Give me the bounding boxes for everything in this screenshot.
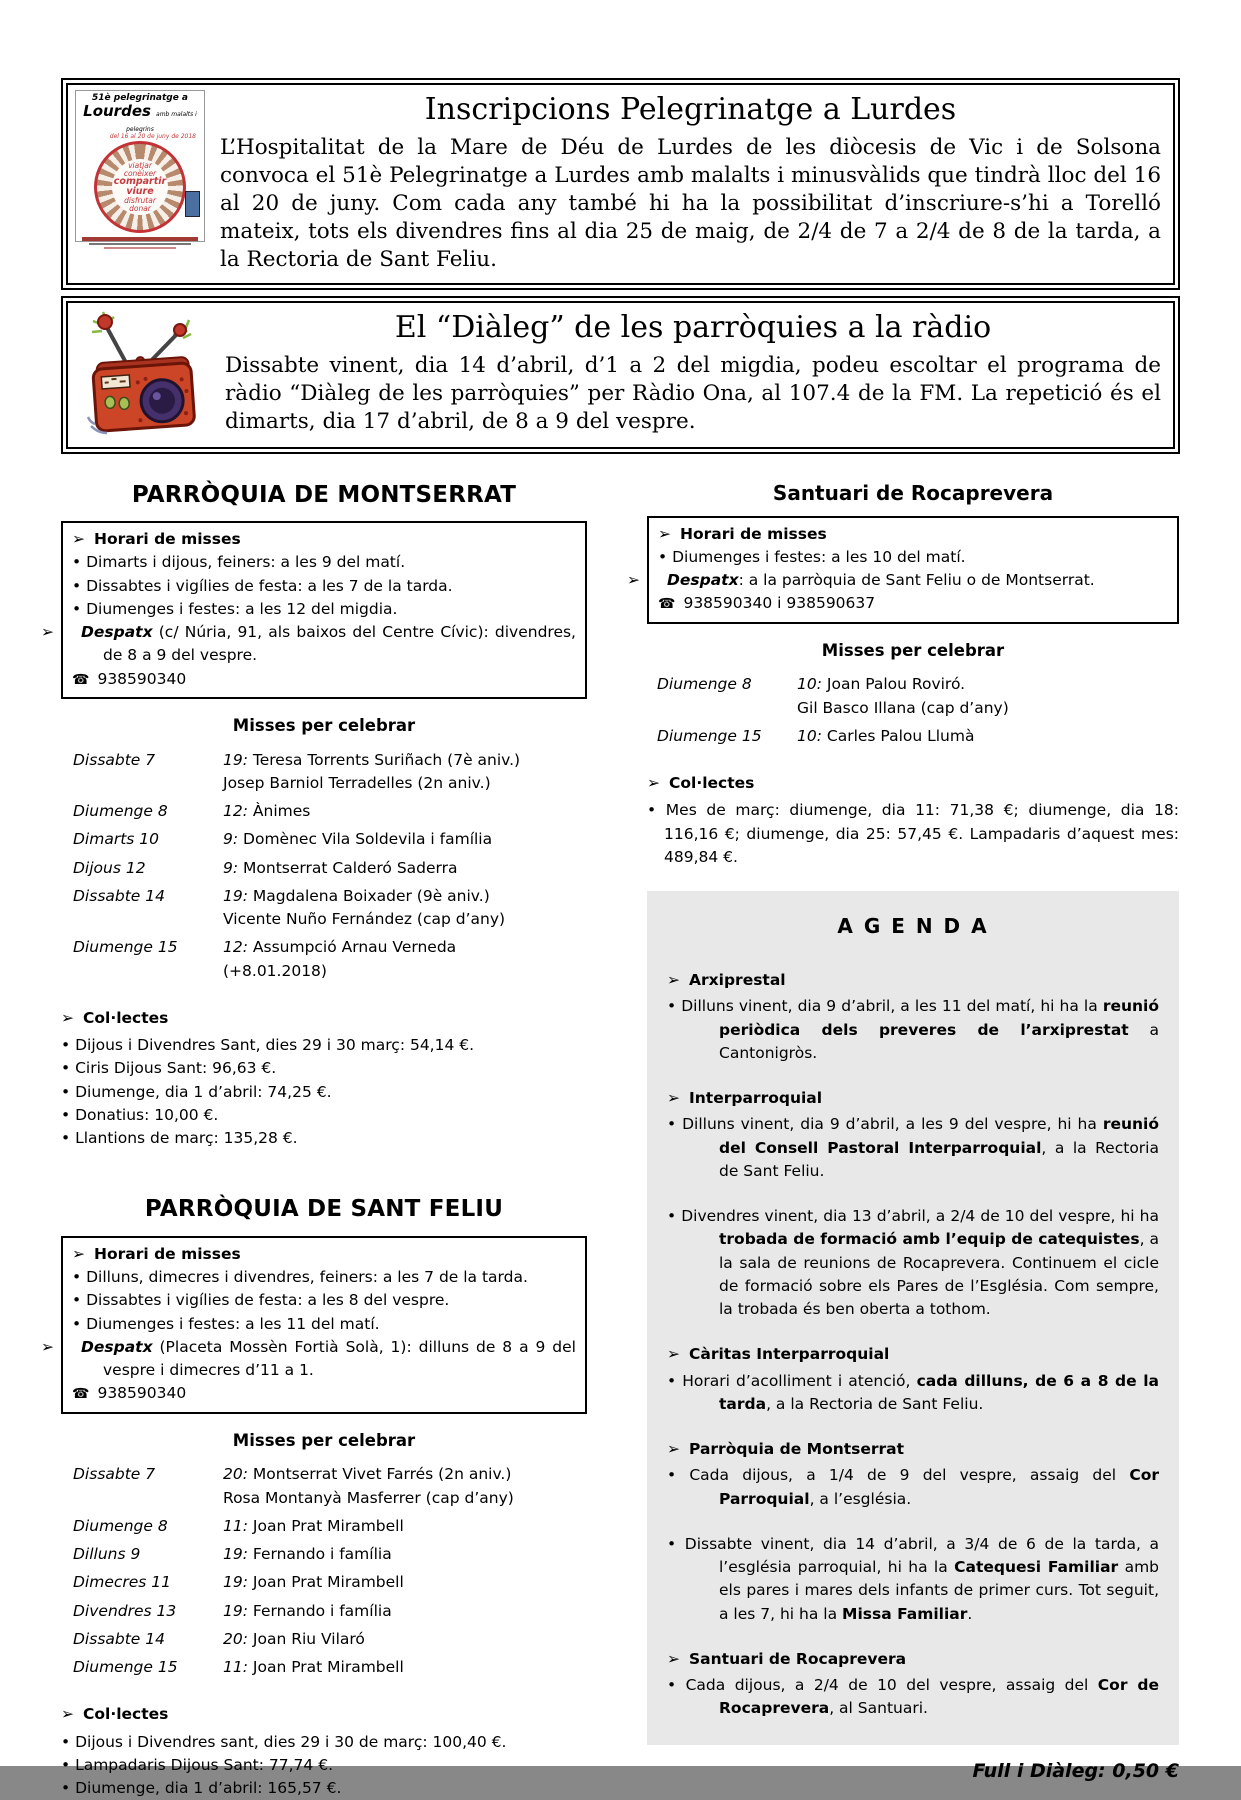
despatx-label: Despatx [667,571,739,590]
mass-entry [223,800,587,823]
mass-time: 10: [797,726,822,745]
phone-number: 938590340 [97,1384,187,1403]
mass-entry [223,936,587,983]
agenda-item: • Dilluns vinent, dia 9 d’abril, a les 11 del matí, hi ha la reunió periòdica dels preveres de l’arxiprestat a Cantonigròs. [667,995,1159,1065]
logo-photo-thumbnail [185,191,200,217]
radio-box [61,296,1180,454]
agenda-item: • Cada dijous, a 1/4 de 9 del vespre, assaig del Cor Parroquial, a l’església. [667,1464,1159,1511]
mass-name: Joan Riu Vilaró [252,1629,365,1648]
mass-time: 19: [223,886,248,905]
horari-heading [72,528,576,551]
mass-name: Magdalena Boixader (9è aniv.) [252,886,490,905]
arrow-icon: ➢ [658,524,671,543]
agenda-section-rocaprevera [667,1648,1159,1721]
mass-name: Joan Prat Mirambell [252,1658,404,1677]
agenda-heading-label: Parròquia de Montserrat [689,1440,905,1459]
horari-item: • Diumenges i festes: a les 11 del matí. [72,1313,576,1336]
agenda-box [647,891,1179,1745]
collecta-item: • Lampadaris Dijous Sant: 77,74 €. [61,1754,587,1777]
agenda-heading-label: Interparroquial [689,1089,823,1108]
mass-time: 20: [223,1465,248,1484]
logo-word: donar [129,204,151,214]
despatx-details: (c/ Núria, 91, als baixos del Centre Cívic): divendres, de 8 a 9 del vespre. [103,623,576,665]
mass-name: Joan Palou Roviró. [826,675,966,694]
mass-entry [223,1628,587,1651]
mass-day: Diumenge 8 [73,802,168,821]
horari-heading [72,1243,576,1266]
two-column-layout [41,478,1180,1800]
mass-time: 19: [223,1545,248,1564]
mass-day: Diumenge 8 [657,675,752,694]
horari-item: • Dilluns, dimecres i divendres, feiners: a les 7 de la tarda. [72,1266,576,1289]
despatx-label: Despatx [81,623,153,642]
mass-day: Diumenge 8 [73,1516,168,1535]
mass-name: Joan Prat Mirambell [252,1516,404,1535]
radio-icon [75,308,213,438]
despatx-line: ➢ Despatx (c/ Núria, 91, als baixos del Centre Cívic): divendres, de 8 a 9 del vespre. [41,623,576,665]
phone-icon: ☎ [72,1386,90,1403]
mass-time: 19: [223,750,248,769]
arrow-icon: ➢ [72,530,85,549]
arrow-icon: ➢ [667,1649,680,1668]
agenda-title: A G E N D A [837,914,989,939]
mass-day: Dissabte 7 [73,1465,156,1484]
horari-heading-label: Horari de misses [680,524,827,543]
phone-line [72,668,576,691]
mass-day: Diumenge 15 [73,938,178,957]
mass-time: 19: [223,1601,248,1620]
mass-name: Montserrat Vivet Farrés (2n aniv.) [252,1465,512,1484]
logo-word: conèixer [123,168,157,178]
mass-name: Ànimes [252,802,311,821]
mass-day: Dilluns 9 [73,1545,141,1564]
mass-name: (+8.01.2018) [223,961,327,980]
collecta-item: • Diumenge, dia 1 d’abril: 165,57 €. [61,1777,587,1800]
mass-entry [223,1600,587,1623]
price-note: Full i Diàleg: 0,50 € [972,1759,1179,1782]
mass-day: Dijous 12 [73,858,146,877]
misses-heading: Misses per celebrar [232,1430,416,1450]
logo-word: compartir [113,176,167,188]
collecta-item: • Ciris Dijous Sant: 96,63 €. [61,1057,587,1080]
collectes-heading-label: Col·lectes [83,1008,169,1027]
phone-number: 938590340 i 938590637 [683,594,876,613]
logo-caption-line [89,243,191,245]
mass-entry [223,885,587,932]
agenda-section-heading [667,1438,1159,1461]
collecta-item: • Llantions de març: 135,28 €. [61,1127,587,1150]
pelegrinatge-body: L’Hospitalitat de la Mare de Déu de Lurdes de les diòcesis de Vic i de Solsona convoca el 51è Pelegrinatge a Lurdes amb malalts i minusvàlids que tindrà lloc del 16 al 20 de juny. Com cada any també hi ha la possibilitat d’inscriure-s’hi a Torelló mateix, tots els divendres fins al dia 25 de maig, de 2/4 de 7 a 2/4 de 8 de la tarda, a la Rectoria de Sant Feliu. [220,135,1161,272]
mass-name: Rosa Montanyà Masferrer (cap d’any) [223,1488,514,1507]
radio-content [225,308,1161,436]
mass-entry [223,857,587,880]
agenda-heading-label: Càritas Interparroquial [689,1345,890,1364]
mass-day: Dissabte 7 [73,750,156,769]
agenda-heading-label: Arxiprestal [689,971,786,990]
logo-red-bar [82,237,198,241]
radio-body: Dissabte vinent, dia 14 d’abril, d’1 a 2 del migdia, podeu escoltar el programa de ràdio “Diàleg de les parròquies” per Ràdio Ona, al 107.4 de la FM. La repetició és el dimarts, dia 17 d’abril, de 8 a 9 del vespre. [225,352,1161,434]
arrow-icon: ➢ [61,1705,74,1724]
collectes-heading [61,1703,587,1726]
agenda-section-heading [667,969,1159,992]
horari-heading [658,523,1168,546]
misses-heading: Misses per celebrar [821,640,1005,660]
mass-entry [223,1571,587,1594]
mass-entry [223,828,587,851]
mass-entry [223,1543,587,1566]
logo-name-row [80,103,200,133]
despatx-details: (Placeta Mossèn Fortià Solà, 1): dilluns de 8 a 9 del vespre i dimecres d’11 a 1. [103,1337,576,1380]
mass-day: Diumenge 15 [73,1658,178,1677]
pelegrinatge-box [61,78,1180,290]
lourdes-logo [75,90,205,242]
mass-day: Dissabte 14 [73,886,165,905]
misses-heading: Misses per celebrar [232,715,416,735]
collecta-item: • Donatius: 10,00 €. [61,1104,587,1127]
mass-entry [797,673,1179,720]
right-column [627,478,1179,1786]
logo-top-line: 51è pelegrinatge a [92,93,188,103]
mass-time: 11: [223,1658,248,1677]
collectes-heading-label: Col·lectes [83,1705,169,1724]
mass-name: Assumpció Arnau Verneda [252,938,457,957]
horari-item: • Dissabtes i vigílies de festa: a les 7 de la tarda. [72,575,576,598]
mass-day: Diumenge 15 [657,726,762,745]
agenda-item: • Divendres vinent, dia 13 d’abril, a 2/4 de 10 del vespre, hi ha trobada de formació amb l’equip de catequistes, a la sala de reunions de Rocaprevera. Continuem el cicle de formació sobre els Pares de l’Església. Com sempre, la trobada és ben oberta a tothom. [667,1205,1159,1321]
mass-name: Vicente Nuño Fernández (cap d’any) [223,910,506,929]
agenda-section-montserrat [667,1438,1159,1626]
phone-icon: ☎ [658,596,676,613]
mass-time: 9: [223,858,239,877]
mass-entry [223,749,587,796]
agenda-section-heading [667,1343,1159,1366]
mass-time: 12: [223,938,248,957]
arrow-icon: ➢ [667,971,680,990]
mass-entry [223,1463,587,1510]
despatx-line: ➢ Despatx: a la parròquia de Sant Feliu o de Montserrat. [627,571,1095,590]
pelegrinatge-content [220,90,1161,274]
horari-heading-label: Horari de misses [94,1244,241,1263]
logo-url-line [104,247,176,249]
logo-circle-words [112,159,168,215]
logo-word: viatjar [128,160,152,170]
agenda-section-heading [667,1648,1159,1671]
logo-word: viure [126,186,154,198]
mass-name: Teresa Torrents Suriñach (7è aniv.) [252,750,521,769]
despatx-details: : a la parròquia de Sant Feliu o de Montserrat. [738,571,1095,590]
mass-name: Domènec Vila Soldevila i família [243,830,493,849]
arrow-icon: ➢ [667,1345,680,1364]
collecta-item: • Mes de març: diumenge, dia 11: 71,38 €; diumenge, dia 18: 116,16 €; diumenge, dia 25: 57,45 €. Lampadaris d’aquest mes: 489,84 €. [647,799,1179,869]
horari-item: • Dimarts i dijous, feiners: a les 9 del matí. [72,551,576,574]
mass-name: Gil Basco Illana (cap d’any) [797,698,1009,717]
mass-name: Joan Prat Mirambell [252,1573,404,1592]
horari-heading-label: Horari de misses [94,530,241,549]
radio-title: El “Diàleg” de les parròquies a la ràdio [394,309,992,345]
phone-line [72,1382,576,1405]
montserrat-title: PARRÒQUIA DE MONTSERRAT [131,481,517,508]
agenda-section-heading [667,1087,1159,1110]
mass-name: Josep Barniol Terradelles (2n aniv.) [223,773,491,792]
phone-number: 938590340 [97,669,187,688]
mass-time: 19: [223,1573,248,1592]
arrow-icon: ➢ [647,774,660,793]
mass-entry [223,1515,587,1538]
despatx-label: Despatx [81,1337,153,1356]
collectes-heading [61,1007,587,1030]
agenda-item: • Cada dijous, a 2/4 de 10 del vespre, assaig del Cor de Rocaprevera, al Santuari. [667,1674,1159,1721]
mass-name: Carles Palou Llumà [826,726,975,745]
arrow-icon: ➢ [72,1244,85,1263]
logo-subtitle: amb malalts i pelegrins [126,111,197,134]
collecta-item: • Dijous i Divendres Sant, dies 29 i 30 març: 54,14 €. [61,1034,587,1057]
collectes-heading [647,772,1179,795]
mass-time: 12: [223,802,248,821]
mass-entry [797,725,1179,748]
montserrat-horari-box [41,521,587,699]
mass-time: 9: [223,830,239,849]
mass-time: 20: [223,1629,248,1648]
left-column [41,478,587,1800]
pelegrinatge-title: Inscripcions Pelegrinatge a Lurdes [424,92,957,127]
collecta-item: • Dijous i Divendres sant, dies 29 i 30 de març: 100,40 €. [61,1731,587,1754]
mass-name: Fernando i família [252,1601,392,1620]
horari-item: • Dissabtes i vigílies de festa: a les 8 del vespre. [72,1289,576,1312]
phone-line [658,592,1168,615]
hands-circle-icon [94,141,186,233]
mass-time: 10: [797,675,822,694]
collecta-item: • Diumenge, dia 1 d’abril: 74,25 €. [61,1081,587,1104]
sant-feliu-misses-table [61,1463,587,1679]
mass-day: Dimarts 10 [73,830,160,849]
agenda-section-arxiprestal [667,969,1159,1065]
rocaprevera-horari-box [627,516,1179,624]
rocaprevera-misses-table [647,673,1179,748]
agenda-item: • Dissabte vinent, dia 14 d’abril, a 3/4 de 6 de la tarda, a l’església parroquial, hi ha la Catequesi Familiar amb els pares i mares dels infants de primer curs. Tot seguit, a les 7, hi ha la Missa Familiar. [667,1533,1159,1626]
agenda-item: • Dilluns vinent, dia 9 d’abril, a les 9 del vespre, hi ha reunió del Consell Pastoral Interparroquial, a la Rectoria de Sant Feliu. [667,1113,1159,1183]
agenda-section-interparroquial [667,1087,1159,1321]
collectes-heading-label: Col·lectes [669,774,755,793]
mass-time: 11: [223,1516,248,1535]
phone-icon: ☎ [72,671,90,688]
arrow-icon: ➢ [667,1089,680,1108]
agenda-item: • Horari d’acolliment i atenció, cada dilluns, de 6 a 8 de la tarda, a la Rectoria de Sant Feliu. [667,1370,1159,1417]
sant-feliu-title: PARRÒQUIA DE SANT FELIU [144,1196,504,1223]
mass-day: Dissabte 14 [73,1629,165,1648]
rocaprevera-title: Santuari de Rocaprevera [772,480,1054,505]
horari-item: • Diumenges i festes: a les 10 del matí. [658,546,1168,569]
mass-entry [223,1656,587,1679]
arrow-icon: ➢ [61,1008,74,1027]
horari-item: • Diumenges i festes: a les 12 del migdia. [72,598,576,621]
agenda-section-caritas [667,1343,1159,1416]
logo-name: Lourdes [83,102,151,120]
mass-day: Divendres 13 [73,1601,177,1620]
logo-word: disfrutar [124,196,156,206]
agenda-heading-label: Santuari de Rocaprevera [689,1649,907,1668]
montserrat-misses-table [61,749,587,983]
despatx-line: ➢ Despatx (Placeta Mossèn Fortià Solà, 1): dilluns de 8 a 9 del vespre i dimecres d’11 a 1. [41,1337,576,1380]
arrow-icon: ➢ [667,1440,680,1459]
sant-feliu-horari-box [41,1236,587,1414]
logo-dates: del 16 al 20 de juny de 2018 [109,133,196,141]
mass-day: Dimecres 11 [73,1573,172,1592]
mass-name: Fernando i família [252,1545,392,1564]
mass-name: Montserrat Calderó Saderra [243,858,458,877]
